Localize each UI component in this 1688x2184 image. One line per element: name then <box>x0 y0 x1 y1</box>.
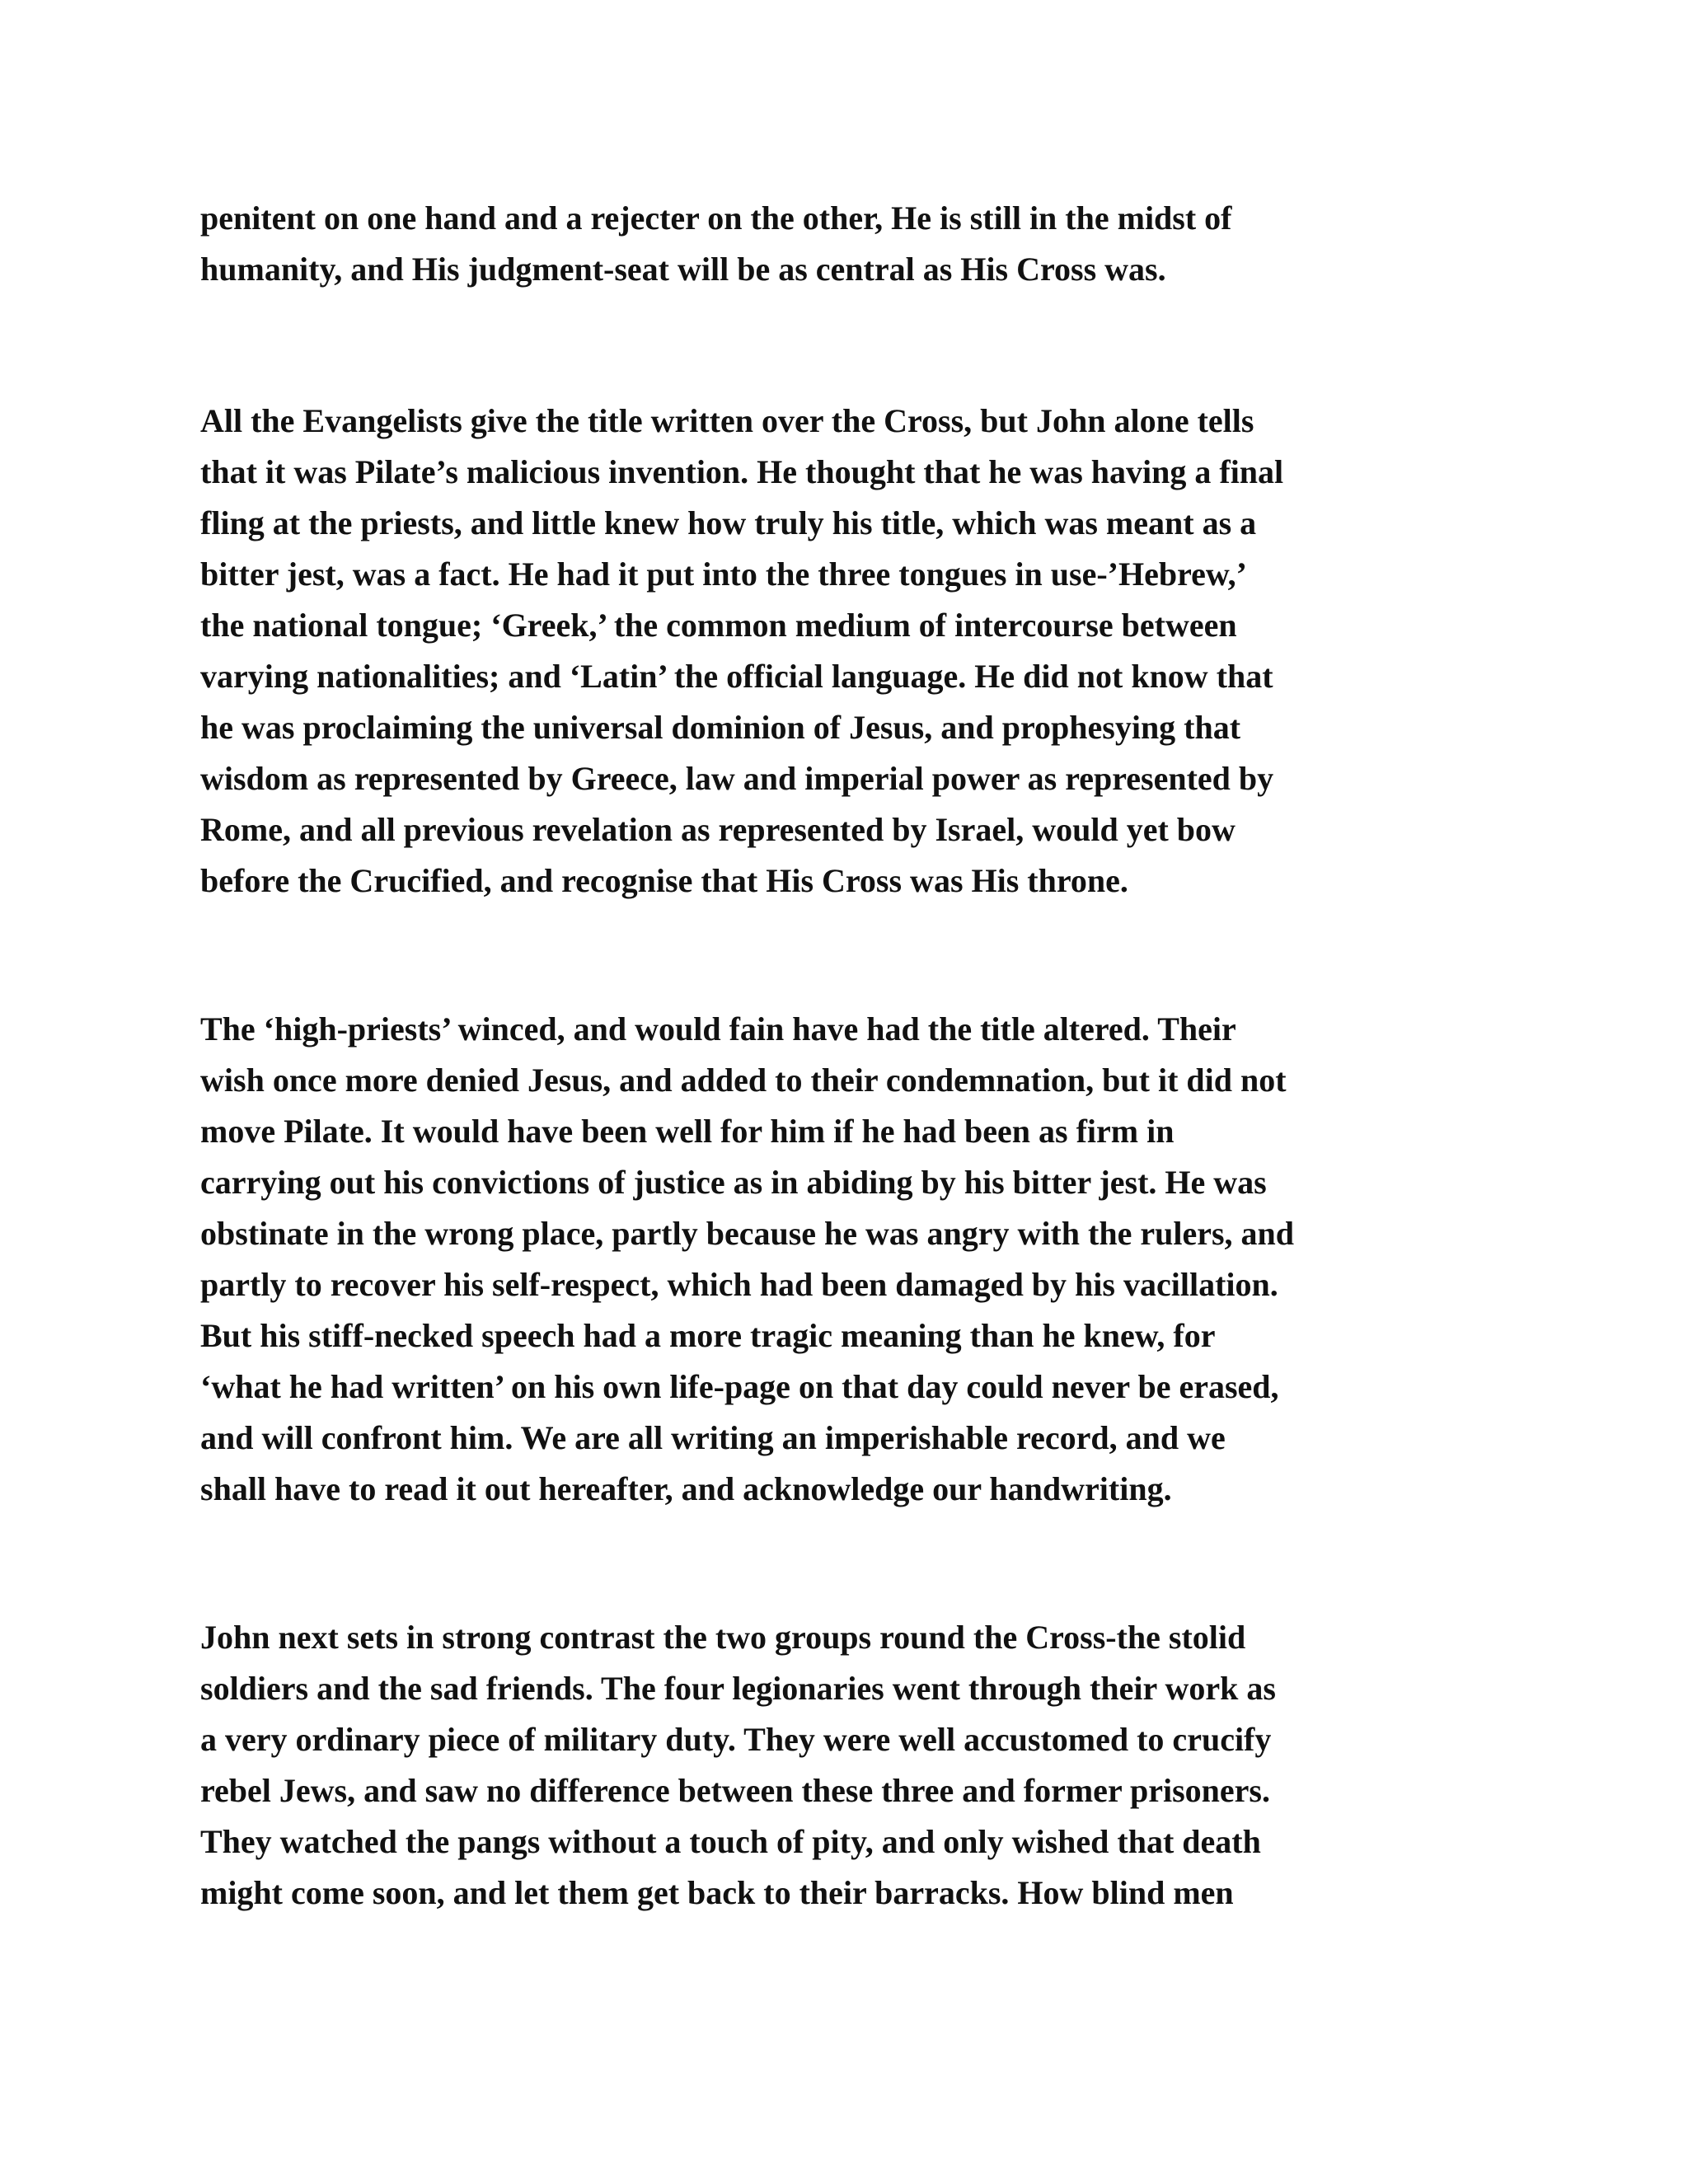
text-line: soldiers and the sad friends. The four legionaries went through their work as <box>200 1670 1276 1707</box>
paragraph-2 <box>200 396 1283 907</box>
text-line: move Pilate. It would have been well for him if he had been as firm in <box>200 1113 1175 1150</box>
text-line: penitent on one hand and a rejecter on the other, He is still in the midst of <box>200 199 1232 237</box>
text-line: shall have to read it out hereafter, and acknowledge our handwriting. <box>200 1470 1172 1507</box>
text-line: he was proclaiming the universal dominion of Jesus, and prophesying that <box>200 709 1241 746</box>
paragraph-3 <box>200 1004 1294 1515</box>
text-line: a very ordinary piece of military duty. They were well accustomed to crucify <box>200 1721 1272 1758</box>
text-line: partly to recover his self-respect, which had been damaged by his vacillation. <box>200 1266 1278 1303</box>
paragraph-1 <box>200 193 1232 295</box>
text-line: might come soon, and let them get back to their barracks. How blind men <box>200 1874 1234 1911</box>
text-line: varying nationalities; and ‘Latin’ the official language. He did not know that <box>200 658 1273 695</box>
text-line: bitter jest, was a fact. He had it put into the three tongues in use-’Hebrew,’ <box>200 555 1247 593</box>
text-line: and will confront him. We are all writing an imperishable record, and we <box>200 1419 1226 1456</box>
text-line: The ‘high-priests’ winced, and would fain have had the title altered. Their <box>200 1010 1236 1047</box>
text-line: fling at the priests, and little knew how truly his title, which was meant as a <box>200 504 1257 541</box>
text-line: Rome, and all previous revelation as represented by Israel, would yet bow <box>200 811 1236 848</box>
text-line: John next sets in strong contrast the two groups round the Cross-the stolid <box>200 1619 1246 1656</box>
text-line: wisdom as represented by Greece, law and imperial power as represented by <box>200 760 1274 797</box>
text-line: They watched the pangs without a touch of pity, and only wished that death <box>200 1823 1261 1860</box>
text-line: wish once more denied Jesus, and added to their condemnation, but it did not <box>200 1062 1287 1099</box>
text-line: obstinate in the wrong place, partly because he was angry with the rulers, and <box>200 1215 1295 1252</box>
text-line: that it was Pilate’s malicious invention. He thought that he was having a final <box>200 453 1284 490</box>
text-line: But his stiff-necked speech had a more tragic meaning than he knew, for <box>200 1317 1216 1354</box>
text-line: carrying out his convictions of justice as in abiding by his bitter jest. He was <box>200 1164 1267 1201</box>
text-line: humanity, and His judgment-seat will be as central as His Cross was. <box>200 251 1166 288</box>
text-line: before the Crucified, and recognise that His Cross was His throne. <box>200 862 1128 899</box>
paragraph-4 <box>200 1612 1276 1919</box>
text-line: All the Evangelists give the title written over the Cross, but John alone tells <box>200 402 1254 439</box>
text-line: rebel Jews, and saw no difference between these three and former prisoners. <box>200 1772 1270 1809</box>
text-line: the national tongue; ‘Greek,’ the common medium of intercourse between <box>200 607 1237 644</box>
text-line: ‘what he had written’ on his own life-page on that day could never be erased, <box>200 1368 1279 1405</box>
